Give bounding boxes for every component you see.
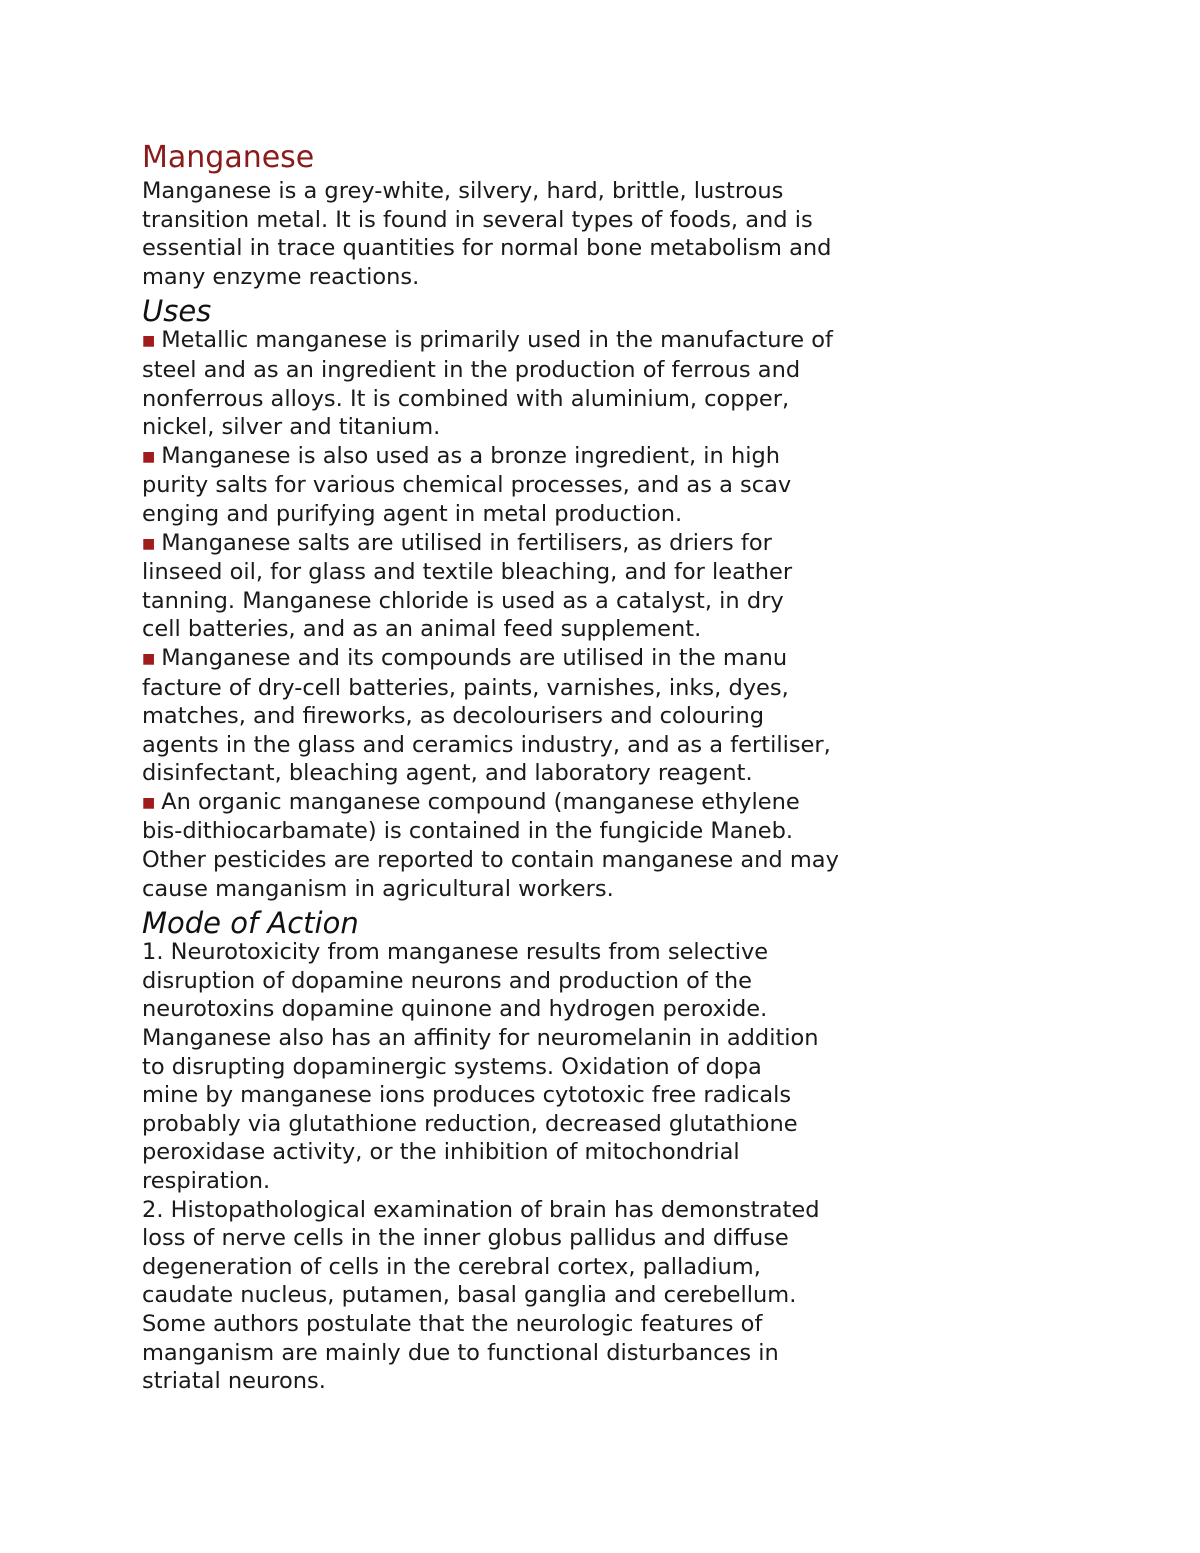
text-line: nonferrous alloys. It is combined with aluminium, copper, xyxy=(142,385,790,412)
uses-item xyxy=(142,442,902,529)
text-line: Manganese also has an affinity for neuromelanin in addition xyxy=(142,1025,819,1052)
uses-item xyxy=(142,529,902,644)
text-line: An organic manganese compound (manganese ethylene xyxy=(161,788,800,815)
text-line: tanning. Manganese chloride is used as a catalyst, in dry xyxy=(142,587,784,614)
page-title: Manganese xyxy=(142,140,315,175)
text-line: purity salts for various chemical processes, and as a scav xyxy=(142,472,792,499)
text-line: probably via glutathione reduction, decreased glutathione xyxy=(142,1110,798,1137)
text-line: disinfectant, bleaching agent, and laboratory reagent. xyxy=(142,760,753,787)
text-line: mine by manganese ions produces cytotoxic free radicals xyxy=(142,1082,792,1109)
mode-of-action-list xyxy=(142,938,902,1396)
text-line: degeneration of cells in the cerebral cortex, palladium, xyxy=(142,1253,761,1280)
mode-item xyxy=(142,1196,902,1396)
text-line: Manganese and its compounds are utilised in the manu xyxy=(161,644,788,671)
text-line: linseed oil, for glass and textile bleaching, and for leather xyxy=(142,559,793,586)
text-line: 2. Histopathological examination of brain has demonstrated xyxy=(142,1196,820,1223)
bullet-icon: ■ xyxy=(142,535,156,552)
text-line: Manganese salts are utilised in fertilisers, as driers for xyxy=(161,529,772,556)
text-line: agents in the glass and ceramics industry, and as a fertiliser, xyxy=(142,731,831,758)
text-line: essential in trace quantities for normal bone metabolism and xyxy=(142,235,832,262)
uses-item xyxy=(142,788,902,903)
text-line: striatal neurons. xyxy=(142,1368,326,1395)
uses-list xyxy=(142,326,902,903)
text-line: cell batteries, and as an animal feed supplement. xyxy=(142,616,702,643)
text-line: peroxidase activity, or the inhibition of mitochondrial xyxy=(142,1139,740,1166)
bullet-icon: ■ xyxy=(142,794,156,811)
text-line: Manganese is also used as a bronze ingredient, in high xyxy=(161,442,780,469)
text-line: transition metal. It is found in several types of foods, and is xyxy=(142,206,813,233)
mode-item xyxy=(142,938,902,1195)
text-line: neurotoxins dopamine quinone and hydrogen peroxide. xyxy=(142,996,768,1023)
text-line: caudate nucleus, putamen, basal ganglia and cerebellum. xyxy=(142,1282,797,1309)
text-line: facture of dry-cell batteries, paints, varnishes, inks, dyes, xyxy=(142,674,789,701)
text-line: manganism are mainly due to functional disturbances in xyxy=(142,1339,779,1366)
text-line: enging and purifying agent in metal production. xyxy=(142,500,683,527)
text-line: nickel, silver and titanium. xyxy=(142,414,441,441)
text-line: loss of nerve cells in the inner globus pallidus and diffuse xyxy=(142,1225,789,1252)
mode-of-action-heading: Mode of Action xyxy=(142,906,359,941)
text-line: many enzyme reactions. xyxy=(142,263,420,290)
text-line: disruption of dopamine neurons and production of the xyxy=(142,967,752,994)
uses-item xyxy=(142,644,902,788)
intro-paragraph xyxy=(142,177,902,291)
text-line: steel and as an ingredient in the production of ferrous and xyxy=(142,356,801,383)
text-line: 1. Neurotoxicity from manganese results from selective xyxy=(142,939,769,966)
uses-item xyxy=(142,326,902,441)
bullet-icon: ■ xyxy=(142,650,156,667)
bullet-icon: ■ xyxy=(142,333,156,350)
uses-heading: Uses xyxy=(142,294,212,329)
text-line: Metallic manganese is primarily used in the manufacture of xyxy=(161,327,833,354)
text-line: to disrupting dopaminergic systems. Oxidation of dopa xyxy=(142,1053,762,1080)
text-line: Manganese is a grey-white, silvery, hard, brittle, lustrous xyxy=(142,178,784,204)
text-line: cause manganism in agricultural workers. xyxy=(142,875,614,902)
text-line: Some authors postulate that the neurologic features of xyxy=(142,1310,763,1337)
text-line: bis-dithiocarbamate) is contained in the fungicide Maneb. xyxy=(142,818,794,845)
text-line: matches, and fireworks, as decolourisers and colouring xyxy=(142,703,765,730)
bullet-icon: ■ xyxy=(142,448,156,465)
text-line: respiration. xyxy=(142,1168,271,1194)
text-line: Other pesticides are reported to contain manganese and may xyxy=(142,847,839,874)
document-page xyxy=(142,140,902,1396)
